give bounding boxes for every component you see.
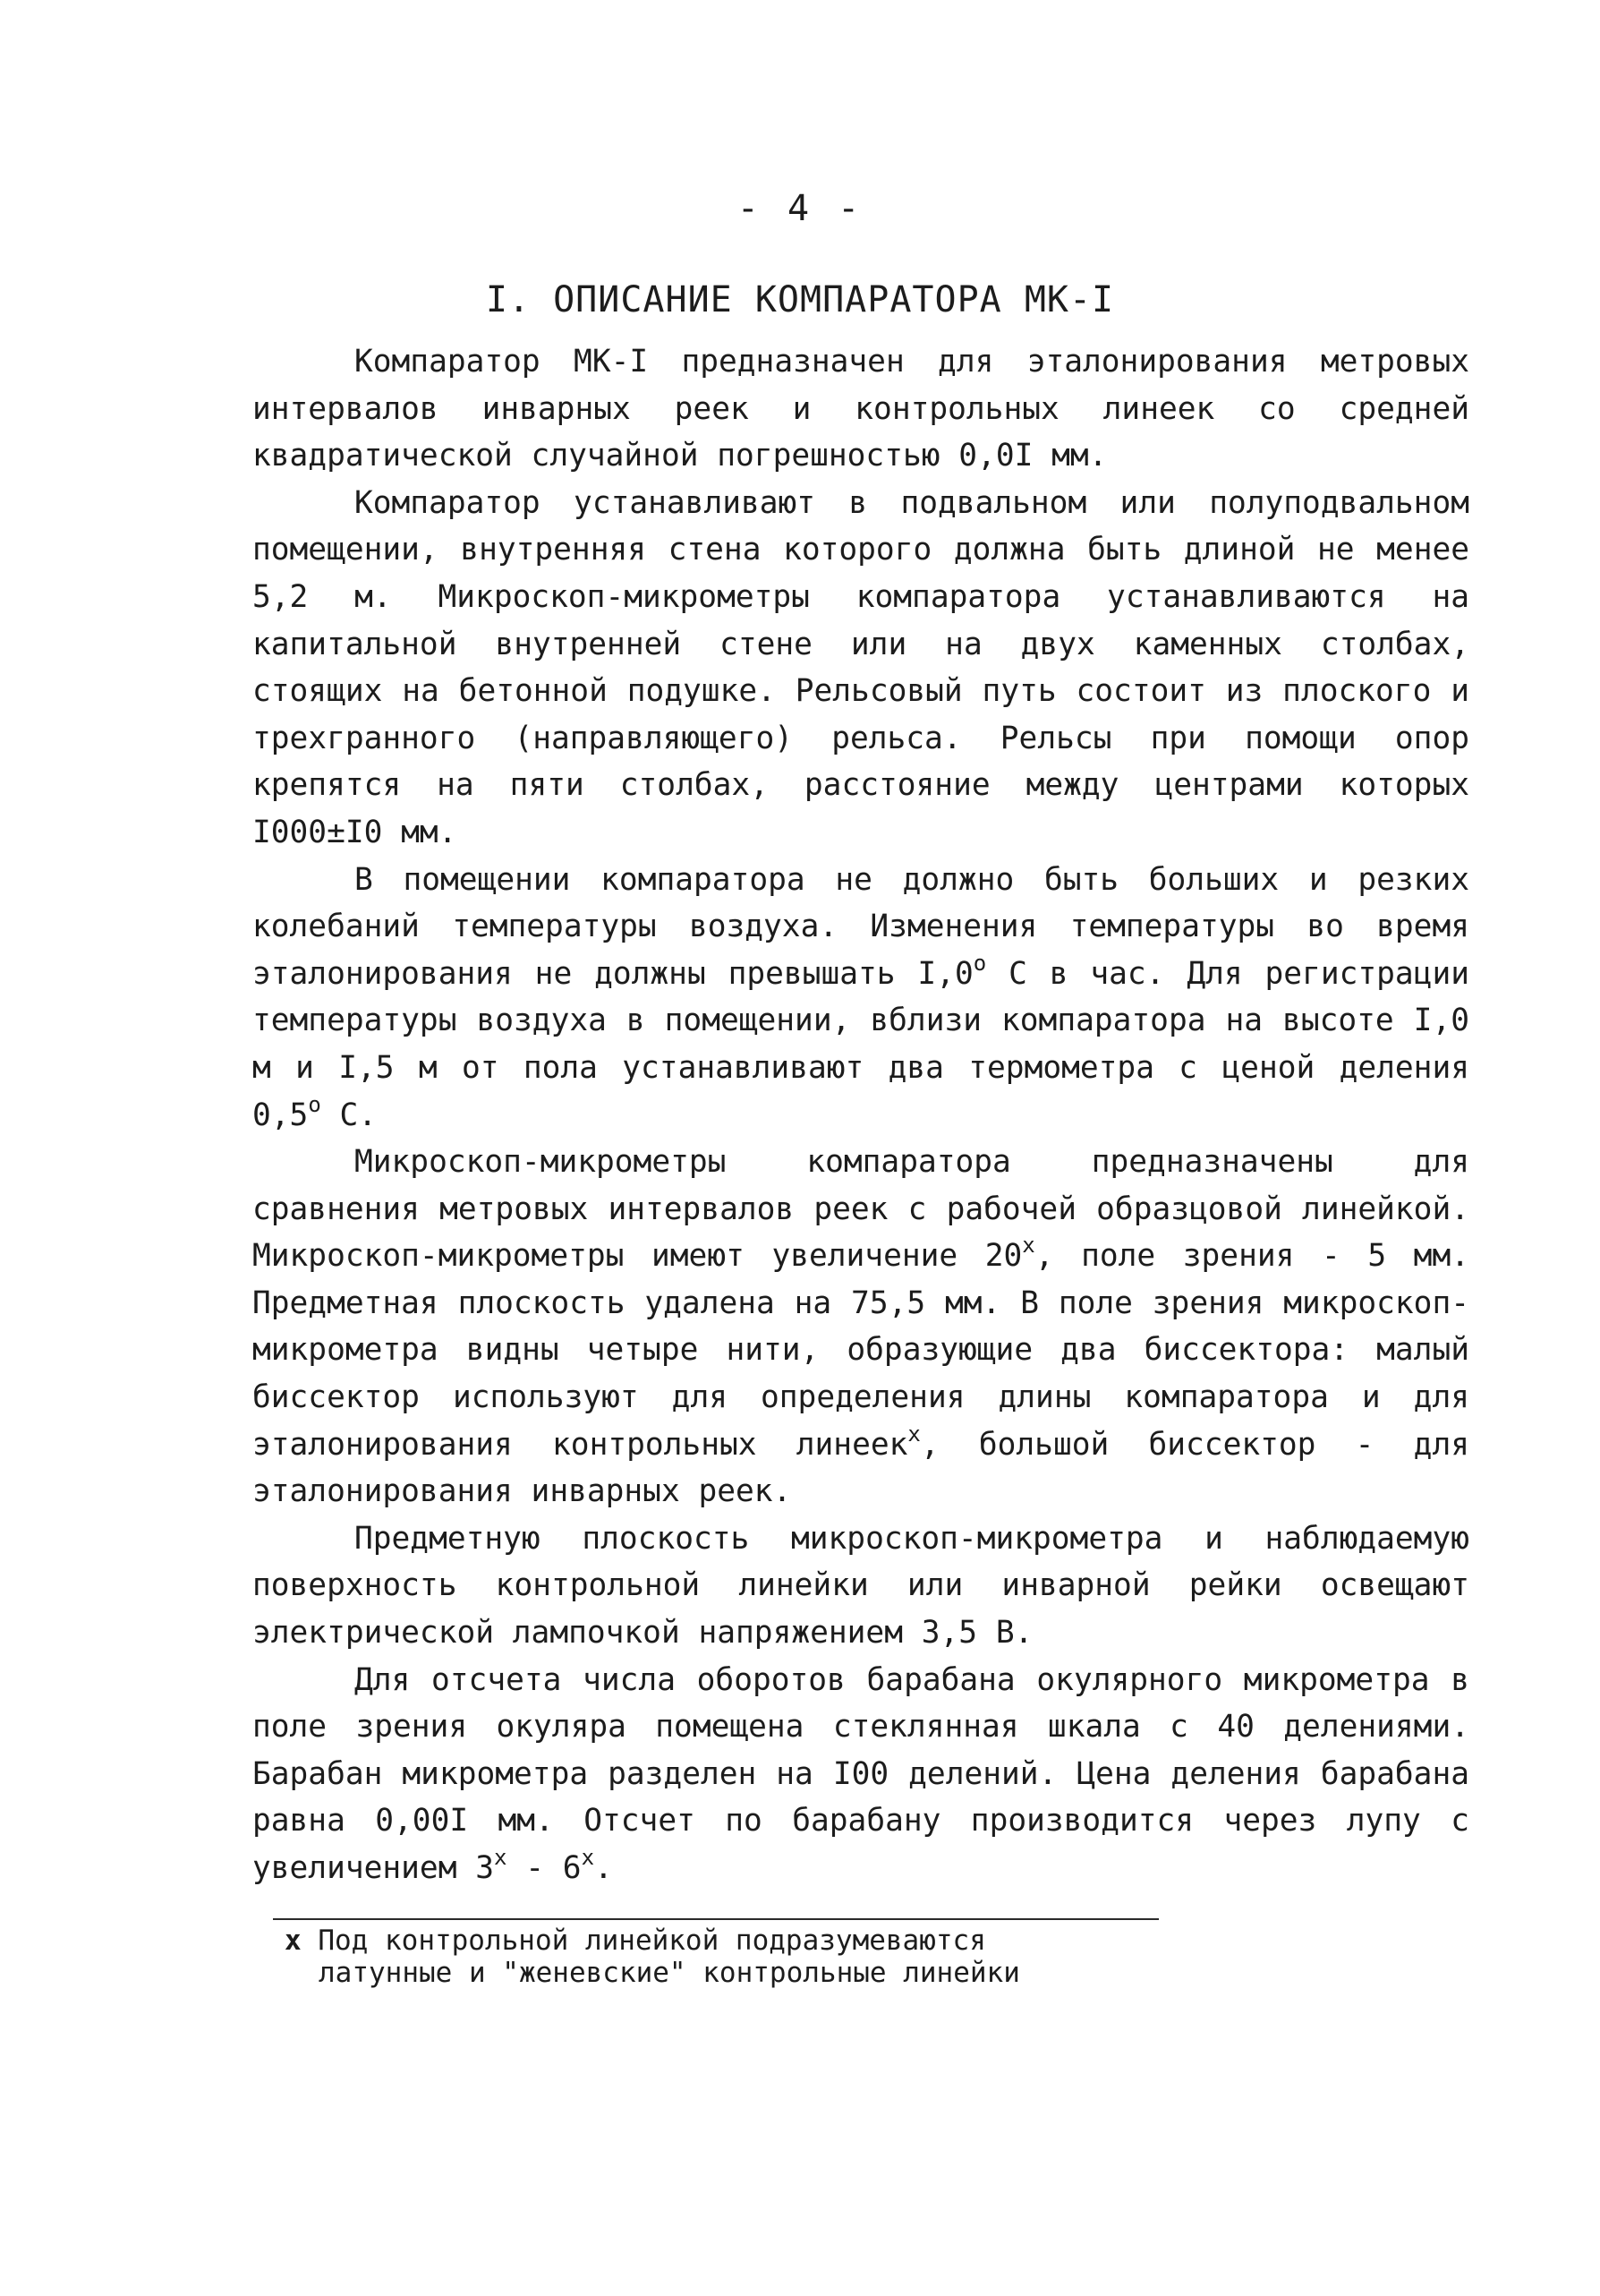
body-text — [252, 338, 1469, 1892]
section-title: I. ОПИСАНИЕ КОМПАРАТОРА МК-I — [485, 279, 1115, 320]
paragraph-5-text: Предметную плоскость микроскоп-микрометра и наблюдаемую поверхность контрольной линейки или инварной рейки освещают электрической лампочкой напряжением 3,5 В. — [252, 1520, 1469, 1652]
paragraph-1 — [252, 338, 1469, 480]
footnote-line-2: латунные и "женевские" контрольные линейки — [319, 1957, 1020, 1989]
paragraph-4-part1: Микроскоп-микрометры компаратора предназначены для сравнения метровых интервалов реек с рабочей образцовой линейкой. Микроскоп-микрометры имеют увеличение 20 — [252, 1144, 1469, 1275]
magnification-sup: х — [494, 1845, 507, 1870]
page-number: - 4 - — [736, 188, 864, 229]
paragraph-4-part3: , большой биссектор - для эталонирования инварных реек. — [252, 1426, 1469, 1510]
paragraph-6-part1: Для отсчета числа оборотов барабана окулярного микрометра в поле зрения окуляра помещена стеклянная шкала с 40 делениями. Барабан микрометра разделен на I00 делений. Цена деления барабана равна 0,00I мм. Отсчет по барабану производится через лупу с увеличением 3 — [252, 1661, 1469, 1886]
magnification-sup: х — [1022, 1233, 1035, 1259]
paragraph-1-text: Компаратор МК-I предназначен для эталонирования метровых интервалов инварных реек и контрольных линеек со средней квадратической случайной погрешностью 0,0I мм. — [252, 344, 1469, 474]
footnote — [285, 1925, 1269, 1989]
footnote-line-1 — [285, 1925, 1269, 1957]
paragraph-6-part3: . — [594, 1850, 613, 1886]
paragraph-3-part2: С в час. Для регистрации температуры воздуха в помещении, вблизи компаратора на высоте I,0 м и I,5 м от пола устанавливают два термометра с ценой деления 0,5 — [252, 955, 1469, 1133]
paragraph-2-text: Компаратор устанавливают в подвальном или полуподвальном помещении, внутренняя стена которого должна быть длиной не менее 5,2 м. Микроскоп-микрометры компаратора устанавливаются на капитальной внутренней стене или на двух каменных столбах, стоящих на бетонной подушке. Рельсовый путь состоит из плоского и трехгранного (направляющего) рельса. Рельсы при помощи опор крепятся на пяти столбах, расстояние между центрами которых I000±I0 мм. — [252, 484, 1469, 850]
paragraph-3 — [252, 857, 1469, 1139]
footnote-text-1: Под контрольной линейкой подразумеваются — [301, 1925, 986, 1957]
paragraph-2 — [252, 480, 1469, 857]
paragraph-3-part3: С. — [320, 1097, 378, 1133]
paragraph-3-part1: В помещении компаратора не должно быть больших и резких колебаний температуры воздуха. Изменения температуры во время эталонирования не должны превышать I,0 — [252, 861, 1469, 992]
footnote-divider — [273, 1918, 1159, 1920]
paragraph-6-part2: - 6 — [506, 1850, 582, 1886]
paragraph-6 — [252, 1657, 1469, 1892]
degree-sup: о — [308, 1091, 321, 1117]
paragraph-4 — [252, 1139, 1469, 1515]
magnification-sup: х — [581, 1845, 595, 1870]
paragraph-4-part2: , поле зрения - 5 мм. Предметная плоскость удалена на 75,5 мм. В поле зрения микроскоп-микрометра видны четыре нити, образующие два биссектора: малый биссектор используют для определения длины компаратора и для эталонирования контрольных линеек — [252, 1238, 1469, 1463]
footnote-mark: х — [285, 1925, 302, 1957]
paragraph-5 — [252, 1515, 1469, 1657]
footnote-ref: х — [907, 1421, 921, 1447]
degree-sup: о — [973, 950, 987, 976]
